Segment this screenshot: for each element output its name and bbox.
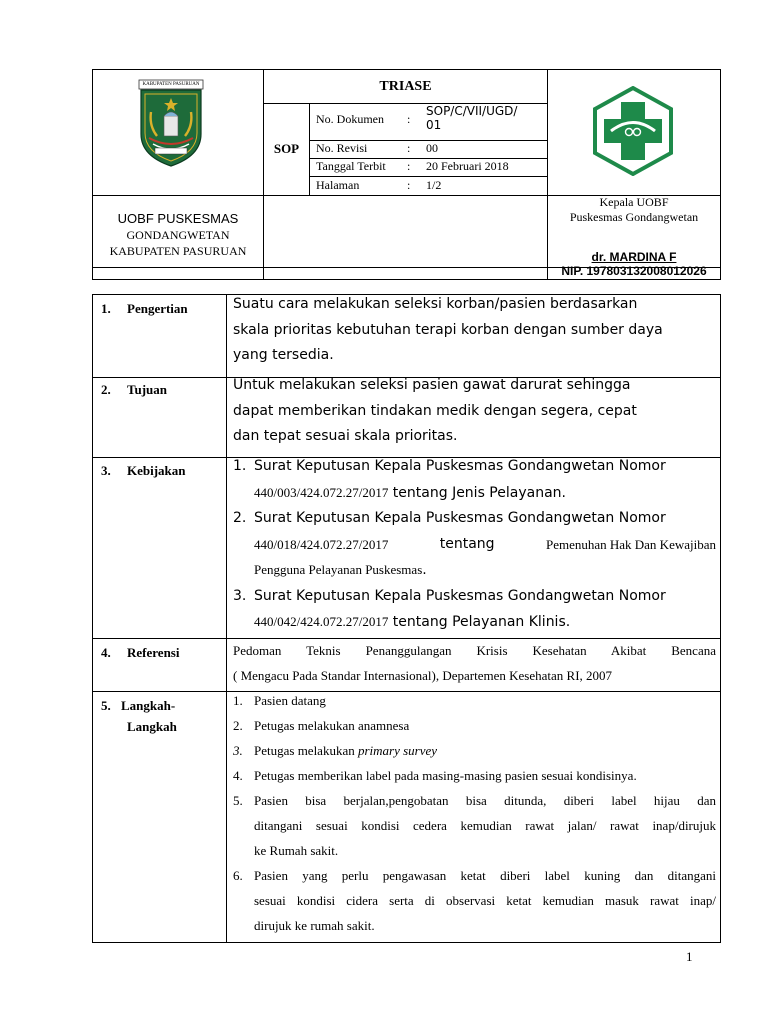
section-label-kebijakan: 3. Kebijakan xyxy=(101,463,186,478)
section-label-referensi: 4. Referensi xyxy=(101,645,180,660)
section-text-tujuan: Untuk melakukan seleksi pasien gawat darurat sehingga dapat memberikan tindakan medik dengan segera, cepat dan tepat sesuai skala prioritas. xyxy=(233,377,637,444)
kabupaten-pasuruan-crest-icon xyxy=(135,76,207,168)
doc-number-value: SOP/C/VII/UGD/ 01 xyxy=(426,104,518,132)
list-item: 2. Petugas melakukan anamnesa xyxy=(233,718,410,733)
list-item: 5. Pasien bisa berjalan,pengobatan bisa ditunda, diberi label hijau dan ditangani sesuai kondisi cedera kemudian rawat jalan/ rawat inap/dirujuk ke Rumah sakit. xyxy=(233,793,716,858)
section-label-langkah: 5. Langkah- Langkah xyxy=(101,698,177,734)
page-label: Halaman xyxy=(316,178,360,192)
section-list-langkah xyxy=(233,688,716,938)
doc-number-sep: : xyxy=(407,112,411,126)
section-text-pengertian: Suatu cara melakukan seleksi korban/pasien berdasarkan skala prioritas kebutuhan terapi korban dengan sumber daya yang tersedia. xyxy=(233,296,663,363)
revision-value: 00 xyxy=(426,141,438,155)
list-item: 3. Surat Keputusan Kepala Puskesmas Gondangwetan Nomor 440/042/424.072.27/2017 tentang Pelayanan Klinis. xyxy=(233,587,666,630)
signer-nip: NIP. 197803132008012026 xyxy=(561,264,707,278)
revision-sep: : xyxy=(407,141,411,155)
sop-label: SOP xyxy=(273,141,300,156)
signer-name: dr. MARDINA F xyxy=(591,250,677,264)
list-item: 1. Pasien datang xyxy=(233,693,326,708)
issue-date-label: Tanggal Terbit xyxy=(316,159,386,173)
list-item: 1. Surat Keputusan Kepala Puskesmas Gondangwetan Nomor 440/003/424.072.27/2017 tentang Jenis Pelayanan. xyxy=(233,458,666,501)
section-text-referensi: Pedoman Teknis Penanggulangan Krisis Kesehatan Akibat Bencana ( Mengacu Pada Standar Internasional), Departemen Kesehatan RI, 2007 xyxy=(233,643,716,683)
org-name-line3: KABUPATEN PASURUAN xyxy=(109,244,247,258)
doc-number-label: No. Dokumen xyxy=(316,112,384,126)
page-value: 1/2 xyxy=(426,178,442,192)
org-name-line1: UOBF PUSKESMAS xyxy=(117,211,239,226)
org-name-line2: GONDANGWETAN xyxy=(126,228,230,242)
signer-role2: Puskesmas Gondangwetan xyxy=(569,210,699,224)
signer-role1: Kepala UOBF xyxy=(599,195,669,209)
page-number: 1 xyxy=(686,949,693,964)
revision-label: No. Revisi xyxy=(316,141,368,155)
header-table xyxy=(92,69,721,280)
list-item: 4. Petugas memberikan label pada masing-masing pasien sesuai kondisinya. xyxy=(233,768,637,783)
list-item: 2. Surat Keputusan Kepala Puskesmas Gondangwetan Nomor 440/018/424.072.27/2017 tentang Pemenuhan Hak Dan Kewajiban Pengguna Pelayanan Puskesmas. xyxy=(233,510,716,578)
issue-date-value: 20 Februari 2018 xyxy=(426,159,509,173)
puskesmas-logo-icon xyxy=(591,86,675,176)
list-item: 6. Pasien yang perlu pengawasan ketat diberi label kuning dan ditangani sesuai kondisi cidera serta di observasi ketat kemudian masuk rawat inap/ dirujuk ke rumah sakit. xyxy=(233,868,716,933)
document-title: TRIASE xyxy=(379,79,432,94)
section-label-tujuan: 2. Tujuan xyxy=(101,382,167,397)
issue-date-sep: : xyxy=(407,159,411,173)
sop-content-table xyxy=(92,294,721,943)
page-sep: : xyxy=(407,178,411,192)
crest-ribbon-text: KABUPATEN PASURUAN xyxy=(142,82,200,87)
list-item: 3. Petugas melakukan primary survey xyxy=(233,743,438,758)
section-list-kebijakan xyxy=(233,454,716,636)
section-label-pengertian: 1. Pengertian xyxy=(101,301,188,316)
